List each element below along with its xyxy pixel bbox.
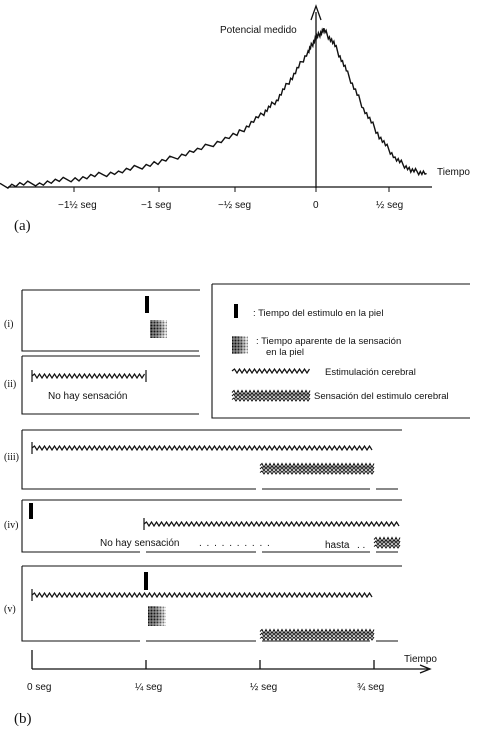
row-label: (i) — [4, 319, 14, 330]
panel-b — [4, 284, 470, 727]
cerebral-stimulation-wave — [32, 593, 372, 597]
a-potential-curve — [0, 28, 427, 188]
no-sensation-note: No hay sensación — [48, 391, 128, 402]
legend-apparent-text-2: en la piel — [266, 347, 305, 358]
row-frame — [22, 356, 200, 414]
b-tick-label: 0 seg — [27, 682, 52, 693]
cerebral-stimulation-wave — [32, 446, 372, 450]
stimulus-mark — [145, 296, 149, 313]
a-y-axis-label: Potencial medido — [220, 25, 297, 36]
row-iii — [4, 430, 402, 489]
row-frame — [22, 566, 402, 641]
sensation-wave — [374, 538, 400, 549]
legend-apparent-text: : Tiempo aparente de la sensación — [256, 336, 402, 347]
legend-cerebral-text: Estimulación cerebral — [325, 367, 416, 378]
row-label: (v) — [4, 604, 16, 615]
b-time-axis — [27, 650, 437, 693]
b-tick-label: ½ seg — [250, 682, 278, 693]
until-note: hasta — [325, 540, 350, 551]
row-label: (iii) — [4, 452, 19, 463]
b-tick-label: ¾ seg — [357, 682, 385, 693]
legend — [212, 284, 470, 418]
sensation-wave — [260, 464, 374, 475]
legend-cerebral-icon — [232, 369, 310, 373]
panel-a — [0, 6, 470, 234]
a-tick-label: ½ seg — [376, 200, 404, 211]
legend-stimulus-icon — [234, 304, 238, 318]
cerebral-stimulation-wave — [32, 374, 145, 378]
a-tick-label: 0 — [313, 200, 319, 211]
a-tick-label: −1½ seg — [58, 200, 97, 211]
cerebral-stimulation-wave — [144, 522, 399, 526]
row-frame — [22, 290, 200, 351]
legend-stimulus-text: : Tiempo del estimulo en la piel — [253, 308, 384, 319]
b-tick-label: ¼ seg — [135, 682, 163, 693]
row-label: (ii) — [4, 379, 17, 390]
row-frame — [22, 430, 402, 489]
b-time-axis-label: Tiempo — [404, 654, 437, 665]
dotted-leader: . . — [357, 540, 366, 551]
row-label: (iv) — [4, 520, 19, 531]
a-ticks — [74, 187, 389, 192]
row-iv — [4, 500, 402, 552]
panel-a-label: (a) — [14, 218, 31, 234]
row-i — [4, 290, 200, 351]
row-ii — [4, 356, 200, 414]
legend-sensation-text: Sensación del estimulo cerebral — [314, 391, 449, 402]
dotted-leader: . . . . . . . . . . — [199, 538, 271, 549]
panel-b-label: (b) — [14, 711, 32, 727]
row-v — [4, 566, 402, 641]
stimulus-mark — [144, 572, 148, 590]
a-tick-label: −½ seg — [218, 200, 252, 211]
no-sensation-note: No hay sensación — [100, 538, 180, 549]
a-x-axis-label: Tiempo — [437, 167, 470, 178]
sensation-wave — [260, 630, 374, 641]
stimulus-mark — [29, 503, 33, 519]
a-tick-label: −1 seg — [141, 200, 172, 211]
legend-sensation-icon — [232, 391, 310, 402]
